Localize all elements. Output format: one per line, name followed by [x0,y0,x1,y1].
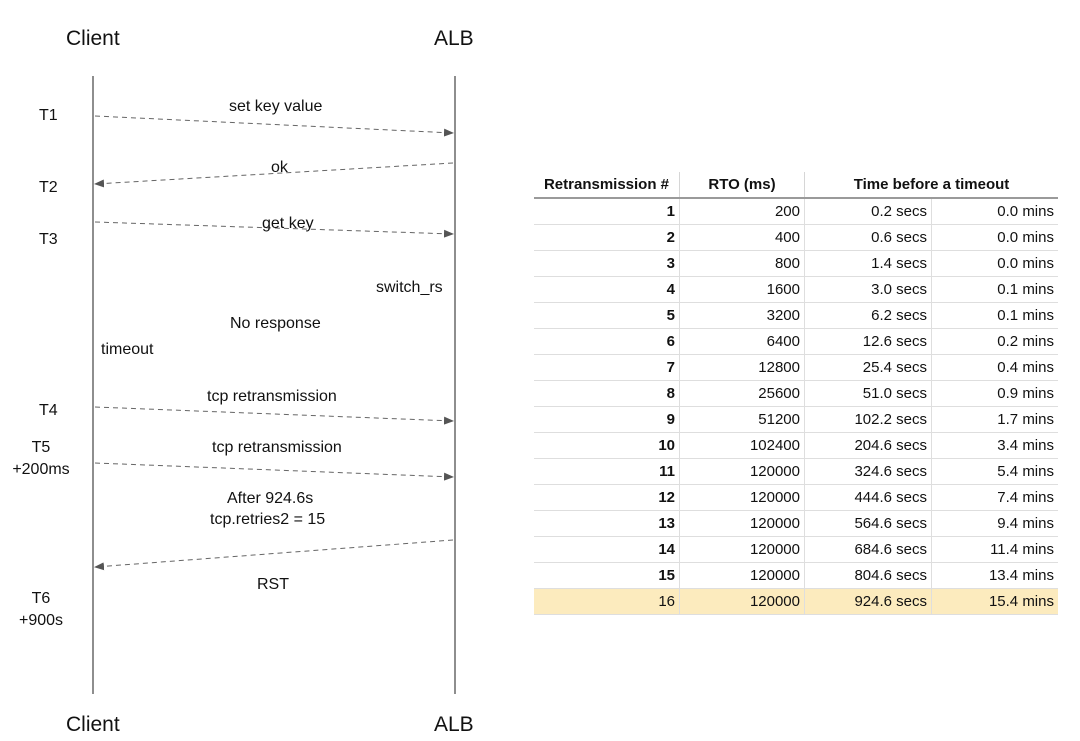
header-rto: RTO (ms) [680,172,805,198]
arrow-retrans-1 [95,407,453,421]
cell-time-mins: 7.4 mins [932,485,1059,511]
client-label-top: Client [66,27,120,50]
cell-retransmission-number: 2 [534,225,680,251]
arrow-rst [95,540,453,567]
cell-time-mins: 0.1 mins [932,277,1059,303]
cell-rto: 400 [680,225,805,251]
table-row [534,381,1058,407]
timeout-label: timeout [101,341,154,358]
cell-time-mins: 15.4 mins [932,589,1059,615]
msg-rst: RST [257,576,289,593]
cell-retransmission-number: 12 [534,485,680,511]
table-row [534,537,1058,563]
cell-rto: 800 [680,251,805,277]
cell-time-secs: 444.6 secs [805,485,932,511]
cell-time-mins: 0.2 mins [932,329,1059,355]
client-label-bottom: Client [66,713,120,736]
msg-ok: ok [271,159,288,176]
time-t2: T2 [39,179,58,196]
cell-time-mins: 0.9 mins [932,381,1059,407]
table-row [534,485,1058,511]
table-row [534,225,1058,251]
msg-tcp-retransmission-1: tcp retransmission [207,388,337,405]
table-row [534,251,1058,277]
time-t6-label: T6 [31,590,51,607]
arrow-set-key [95,116,453,133]
cell-retransmission-number: 15 [534,563,680,589]
time-t4: T4 [39,402,58,419]
cell-time-secs: 804.6 secs [805,563,932,589]
cell-retransmission-number: 16 [534,589,680,615]
cell-time-secs: 684.6 secs [805,537,932,563]
cell-time-secs: 324.6 secs [805,459,932,485]
table-row [534,433,1058,459]
cell-rto: 6400 [680,329,805,355]
cell-retransmission-number: 11 [534,459,680,485]
table-row [534,277,1058,303]
table-body [534,198,1058,615]
cell-time-mins: 11.4 mins [932,537,1059,563]
msg-tcp-retransmission-2: tcp retransmission [212,439,342,456]
after-timeout-label: After 924.6s [227,490,314,507]
cell-retransmission-number: 8 [534,381,680,407]
table-header-row [534,172,1058,198]
table-row [534,329,1058,355]
msg-set-key-value: set key value [229,98,323,115]
retransmission-table [534,172,1058,615]
cell-rto: 120000 [680,589,805,615]
time-t5-offset: +200ms [12,461,70,478]
cell-time-mins: 0.0 mins [932,225,1059,251]
time-t5 [6,437,76,481]
cell-retransmission-number: 13 [534,511,680,537]
table-row [534,589,1058,615]
time-t6 [6,588,76,632]
cell-retransmission-number: 6 [534,329,680,355]
cell-rto: 120000 [680,563,805,589]
arrow-retrans-2 [95,463,453,477]
alb-label-bottom: ALB [434,713,474,736]
cell-time-secs: 204.6 secs [805,433,932,459]
time-t5-label: T5 [31,439,51,456]
header-time-before-timeout: Time before a timeout [805,172,1059,198]
cell-time-mins: 9.4 mins [932,511,1059,537]
cell-time-mins: 0.0 mins [932,198,1059,225]
table-row [534,459,1058,485]
cell-time-secs: 3.0 secs [805,277,932,303]
cell-time-secs: 924.6 secs [805,589,932,615]
cell-retransmission-number: 5 [534,303,680,329]
cell-rto: 200 [680,198,805,225]
cell-retransmission-number: 10 [534,433,680,459]
cell-rto: 1600 [680,277,805,303]
cell-time-mins: 0.0 mins [932,251,1059,277]
cell-rto: 120000 [680,511,805,537]
time-t6-offset: +900s [18,612,64,629]
switch-rs-label: switch_rs [376,279,443,296]
cell-retransmission-number: 7 [534,355,680,381]
table-row [534,407,1058,433]
cell-time-secs: 6.2 secs [805,303,932,329]
time-t1: T1 [39,107,58,124]
table-row [534,198,1058,225]
cell-rto: 12800 [680,355,805,381]
cell-time-secs: 25.4 secs [805,355,932,381]
msg-get-key: get key [262,215,314,232]
cell-retransmission-number: 9 [534,407,680,433]
table-row [534,563,1058,589]
cell-time-secs: 12.6 secs [805,329,932,355]
cell-retransmission-number: 3 [534,251,680,277]
cell-rto: 120000 [680,485,805,511]
cell-rto: 25600 [680,381,805,407]
cell-retransmission-number: 1 [534,198,680,225]
no-response-label: No response [230,315,321,332]
cell-time-mins: 3.4 mins [932,433,1059,459]
tcp-retries2-label: tcp.retries2 = 15 [210,511,326,528]
cell-time-secs: 102.2 secs [805,407,932,433]
cell-time-mins: 5.4 mins [932,459,1059,485]
cell-rto: 51200 [680,407,805,433]
cell-time-mins: 13.4 mins [932,563,1059,589]
cell-time-mins: 0.1 mins [932,303,1059,329]
table-row [534,355,1058,381]
alb-label-top: ALB [434,27,474,50]
cell-rto: 102400 [680,433,805,459]
time-t3: T3 [39,231,58,248]
cell-time-mins: 1.7 mins [932,407,1059,433]
cell-retransmission-number: 14 [534,537,680,563]
cell-retransmission-number: 4 [534,277,680,303]
table-row [534,511,1058,537]
cell-time-secs: 0.6 secs [805,225,932,251]
cell-rto: 120000 [680,537,805,563]
header-retransmission: Retransmission # [534,172,680,198]
cell-time-secs: 51.0 secs [805,381,932,407]
cell-time-mins: 0.4 mins [932,355,1059,381]
table-row [534,303,1058,329]
cell-time-secs: 564.6 secs [805,511,932,537]
cell-time-secs: 0.2 secs [805,198,932,225]
cell-rto: 120000 [680,459,805,485]
cell-rto: 3200 [680,303,805,329]
cell-time-secs: 1.4 secs [805,251,932,277]
